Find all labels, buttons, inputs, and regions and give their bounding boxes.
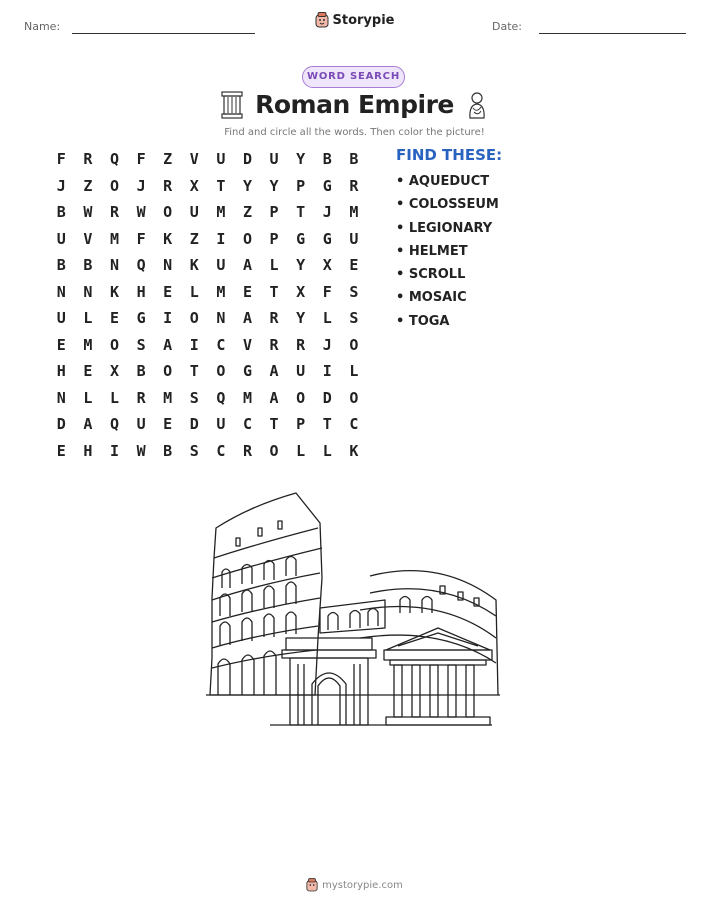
grid-letter[interactable]: O: [242, 229, 252, 248]
word-list-item: • SCROLL: [396, 267, 466, 283]
grid-letter[interactable]: G: [322, 176, 332, 195]
grid-letter[interactable]: O: [349, 388, 359, 407]
footer: [0, 878, 709, 897]
grid-letter[interactable]: G: [242, 362, 252, 380]
grid-letter[interactable]: X: [189, 176, 199, 195]
grid-letter[interactable]: J: [322, 203, 332, 221]
grid-letter[interactable]: L: [189, 282, 199, 301]
grid-letter[interactable]: P: [296, 176, 306, 195]
word-list: [396, 170, 499, 333]
grid-letter[interactable]: R: [242, 441, 252, 460]
grid-letter[interactable]: O: [269, 441, 279, 460]
grid-letter[interactable]: U: [136, 415, 146, 433]
grid-letter[interactable]: B: [56, 256, 66, 274]
grid-letter[interactable]: I: [216, 229, 226, 248]
grid-letter[interactable]: A: [83, 415, 93, 433]
grid-letter[interactable]: S: [349, 282, 359, 301]
grid-letter[interactable]: Q: [109, 150, 119, 168]
grid-letter[interactable]: E: [56, 441, 66, 460]
brand: [0, 12, 709, 33]
column-icon: [221, 91, 243, 119]
grid-letter[interactable]: B: [349, 150, 359, 168]
grid-letter[interactable]: U: [189, 203, 199, 221]
grid-letter[interactable]: X: [109, 362, 119, 380]
word-list-item: • MOSAIC: [396, 290, 467, 306]
grid-letter[interactable]: M: [163, 388, 173, 407]
grid-letter[interactable]: R: [296, 335, 306, 354]
grid-letter[interactable]: W: [83, 203, 93, 221]
grid-letter[interactable]: C: [216, 441, 226, 460]
grid-letter[interactable]: A: [269, 362, 279, 380]
word-list-item: • TOGA: [396, 313, 450, 329]
grid-letter[interactable]: F: [136, 229, 146, 248]
word-list-item: • COLOSSEUM: [396, 197, 499, 213]
grid-letter[interactable]: X: [322, 256, 332, 274]
grid-letter[interactable]: U: [296, 362, 306, 380]
grid-letter[interactable]: N: [56, 282, 66, 301]
colosseum-illustration[interactable]: [200, 488, 510, 733]
grid-letter[interactable]: B: [322, 150, 332, 168]
grid-letter[interactable]: O: [109, 335, 119, 354]
grid-row: [48, 199, 367, 226]
grid-letter[interactable]: W: [136, 441, 146, 460]
grid-letter[interactable]: M: [216, 282, 226, 301]
grid-letter[interactable]: M: [242, 388, 252, 407]
grid-letter[interactable]: N: [216, 309, 226, 327]
grid-letter[interactable]: F: [136, 150, 146, 168]
grid-row: [48, 438, 367, 465]
grid-letter[interactable]: K: [163, 229, 173, 248]
grid-row: [48, 279, 367, 306]
grid-row: [48, 252, 367, 279]
grid-letter[interactable]: T: [269, 415, 279, 433]
grid-row: [48, 358, 367, 385]
instructions: Find and circle all the words. Then color the picture!: [224, 127, 485, 138]
grid-letter[interactable]: J: [56, 176, 66, 195]
grid-row: [48, 385, 367, 412]
grid-letter[interactable]: A: [163, 335, 173, 354]
grid-letter[interactable]: J: [136, 176, 146, 195]
grid-letter[interactable]: R: [349, 176, 359, 195]
grid-letter[interactable]: V: [242, 335, 252, 354]
grid-letter[interactable]: L: [322, 309, 332, 327]
letter-grid[interactable]: [48, 146, 367, 464]
brand-name: Storypie: [332, 12, 395, 28]
grid-letter[interactable]: E: [83, 362, 93, 380]
grid-letter[interactable]: A: [242, 256, 252, 274]
grid-letter[interactable]: G: [322, 229, 332, 248]
grid-letter[interactable]: U: [216, 150, 226, 168]
grid-letter[interactable]: N: [163, 256, 173, 274]
date-line[interactable]: [539, 33, 686, 34]
grid-letter[interactable]: K: [189, 256, 199, 274]
grid-letter[interactable]: L: [109, 388, 119, 407]
grid-letter[interactable]: T: [189, 362, 199, 380]
grid-row: [48, 173, 367, 200]
grid-letter[interactable]: O: [109, 176, 119, 195]
footer-url[interactable]: mystorypie.com: [322, 879, 403, 891]
grid-letter[interactable]: N: [109, 256, 119, 274]
grid-letter[interactable]: Z: [83, 176, 93, 195]
grid-letter[interactable]: Q: [136, 256, 146, 274]
grid-letter[interactable]: R: [269, 309, 279, 327]
grid-letter[interactable]: M: [216, 203, 226, 221]
grid-letter[interactable]: R: [269, 335, 279, 354]
grid-letter[interactable]: J: [322, 335, 332, 354]
grid-letter[interactable]: N: [56, 388, 66, 407]
grid-letter[interactable]: H: [83, 441, 93, 460]
grid-letter[interactable]: E: [56, 335, 66, 354]
find-these-heading: FIND THESE:: [396, 146, 503, 164]
grid-letter[interactable]: U: [216, 256, 226, 274]
grid-letter[interactable]: P: [269, 203, 279, 221]
word-search-badge: WORD SEARCH: [302, 66, 405, 88]
grid-letter[interactable]: G: [136, 309, 146, 327]
grid-letter[interactable]: W: [136, 203, 146, 221]
grid-row: [48, 146, 367, 173]
grid-letter[interactable]: C: [216, 335, 226, 354]
page-title: [0, 90, 709, 124]
grid-letter[interactable]: O: [163, 203, 173, 221]
grid-letter[interactable]: H: [56, 362, 66, 380]
grid-letter[interactable]: E: [242, 282, 252, 301]
word-list-item: • AQUEDUCT: [396, 174, 490, 189]
grid-letter[interactable]: Z: [189, 229, 199, 248]
grid-letter[interactable]: R: [83, 150, 93, 168]
grid-letter[interactable]: K: [109, 282, 119, 301]
grid-letter[interactable]: Y: [269, 176, 279, 195]
grid-row: [48, 305, 367, 332]
grid-letter[interactable]: T: [216, 176, 226, 195]
grid-letter[interactable]: U: [56, 229, 66, 248]
grid-letter[interactable]: M: [83, 335, 93, 354]
storypie-logo-icon: [306, 878, 318, 892]
grid-letter[interactable]: L: [83, 309, 93, 327]
grid-letter[interactable]: Y: [296, 256, 306, 274]
grid-letter[interactable]: E: [109, 309, 119, 327]
grid-letter[interactable]: Y: [296, 150, 306, 168]
grid-letter[interactable]: L: [296, 441, 306, 460]
grid-letter[interactable]: O: [216, 362, 226, 380]
grid-letter[interactable]: P: [269, 229, 279, 248]
grid-row: [48, 226, 367, 253]
grid-letter[interactable]: R: [109, 203, 119, 221]
grid-letter[interactable]: S: [189, 388, 199, 407]
grid-letter[interactable]: K: [349, 441, 359, 460]
grid-letter[interactable]: S: [136, 335, 146, 354]
grid-letter[interactable]: G: [296, 229, 306, 248]
grid-letter[interactable]: E: [349, 256, 359, 274]
grid-letter[interactable]: Z: [242, 203, 252, 221]
grid-letter[interactable]: M: [109, 229, 119, 248]
grid-letter[interactable]: D: [56, 415, 66, 433]
grid-letter[interactable]: T: [269, 282, 279, 301]
grid-letter[interactable]: X: [296, 282, 306, 301]
grid-letter[interactable]: E: [163, 415, 173, 433]
grid-letter[interactable]: A: [242, 309, 252, 327]
grid-letter[interactable]: I: [109, 441, 119, 460]
word-list-item: • LEGIONARY: [396, 220, 493, 236]
grid-letter[interactable]: S: [189, 441, 199, 460]
grid-letter[interactable]: C: [349, 415, 359, 433]
grid-letter[interactable]: A: [269, 388, 279, 407]
name-line[interactable]: [72, 33, 255, 34]
grid-letter[interactable]: U: [349, 229, 359, 248]
grid-letter[interactable]: H: [136, 282, 146, 301]
grid-letter[interactable]: T: [322, 415, 332, 433]
name-label: Name:: [24, 20, 61, 33]
grid-letter[interactable]: I: [189, 335, 199, 354]
grid-letter[interactable]: F: [56, 150, 66, 168]
grid-letter[interactable]: I: [163, 309, 173, 327]
bust-icon: [466, 91, 488, 119]
grid-letter[interactable]: V: [83, 229, 93, 248]
date-label: Date:: [492, 20, 522, 33]
grid-letter[interactable]: O: [349, 335, 359, 354]
grid-letter[interactable]: M: [349, 203, 359, 221]
grid-letter[interactable]: L: [349, 362, 359, 380]
grid-letter[interactable]: S: [349, 309, 359, 327]
grid-letter[interactable]: U: [216, 415, 226, 433]
title-text: Roman Empire: [255, 90, 454, 119]
grid-letter[interactable]: L: [269, 256, 279, 274]
grid-letter[interactable]: L: [322, 441, 332, 460]
grid-letter[interactable]: N: [83, 282, 93, 301]
storypie-logo-icon: [315, 12, 329, 28]
grid-letter[interactable]: Y: [296, 309, 306, 327]
grid-row: [48, 411, 367, 438]
grid-letter[interactable]: D: [322, 388, 332, 407]
grid-letter[interactable]: I: [322, 362, 332, 380]
grid-letter[interactable]: B: [83, 256, 93, 274]
grid-letter[interactable]: T: [296, 203, 306, 221]
grid-letter[interactable]: U: [56, 309, 66, 327]
grid-letter[interactable]: L: [83, 388, 93, 407]
grid-letter[interactable]: B: [136, 362, 146, 380]
grid-letter[interactable]: Z: [163, 150, 173, 168]
grid-letter[interactable]: R: [136, 388, 146, 407]
grid-letter[interactable]: C: [242, 415, 252, 433]
grid-letter[interactable]: B: [56, 203, 66, 221]
grid-letter[interactable]: Q: [109, 415, 119, 433]
grid-letter[interactable]: U: [269, 150, 279, 168]
grid-letter[interactable]: V: [189, 150, 199, 168]
word-list-item: • HELMET: [396, 243, 468, 259]
grid-letter[interactable]: D: [242, 150, 252, 168]
grid-letter[interactable]: P: [296, 415, 306, 433]
grid-letter[interactable]: D: [189, 415, 199, 433]
grid-letter[interactable]: E: [163, 282, 173, 301]
grid-letter[interactable]: F: [322, 282, 332, 301]
grid-letter[interactable]: R: [163, 176, 173, 195]
grid-letter[interactable]: O: [296, 388, 306, 407]
grid-letter[interactable]: Q: [216, 388, 226, 407]
grid-letter[interactable]: O: [189, 309, 199, 327]
grid-letter[interactable]: Y: [242, 176, 252, 195]
grid-row: [48, 332, 367, 359]
grid-letter[interactable]: O: [163, 362, 173, 380]
grid-letter[interactable]: B: [163, 441, 173, 460]
